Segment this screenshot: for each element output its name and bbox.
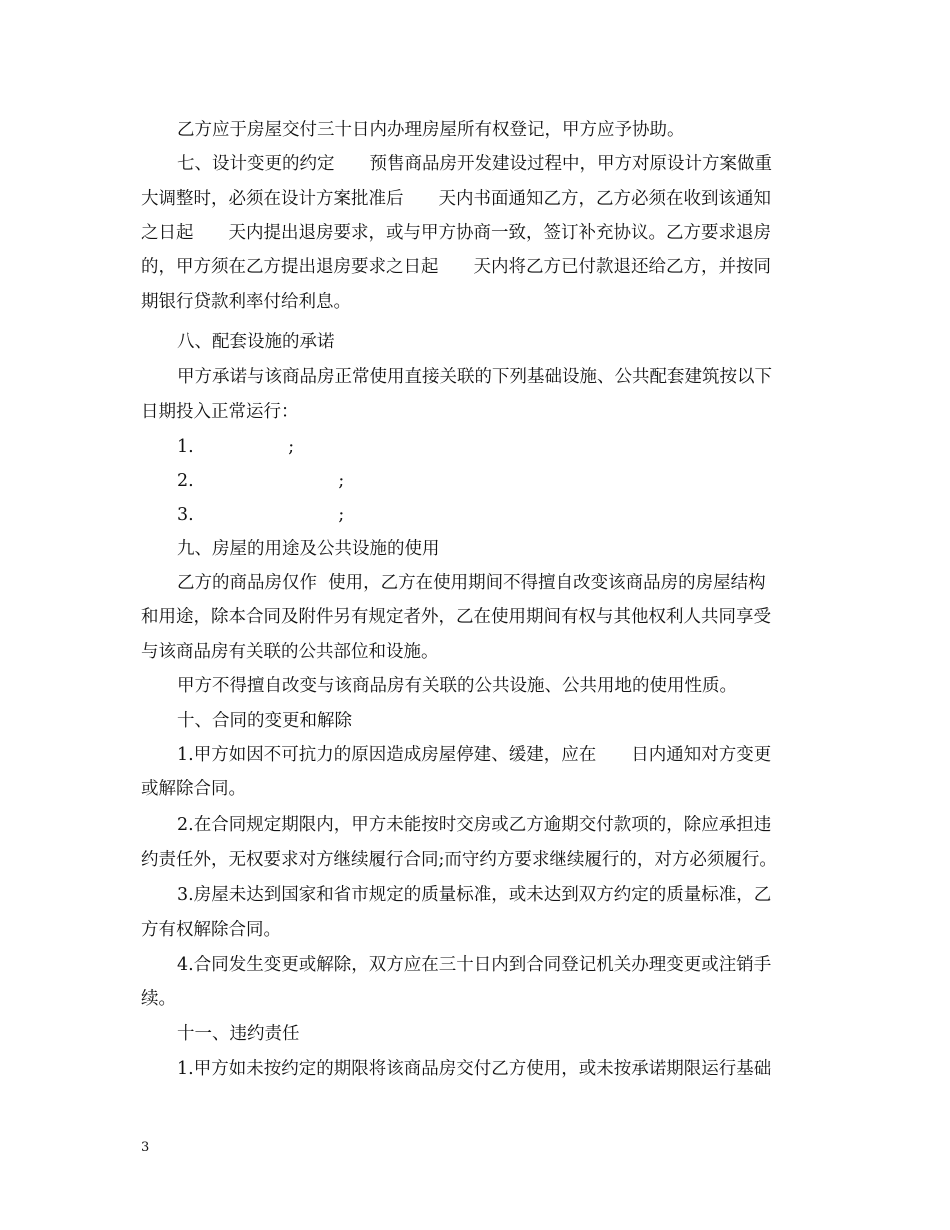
text-line: 日期投入正常运行： bbox=[141, 402, 299, 422]
list-item: 3. ; bbox=[177, 505, 345, 525]
text-line: 3.房屋未达到国家和省市规定的质量标准，或未达到双方约定的质量标准，乙 bbox=[177, 885, 772, 905]
text-line: 1.甲方如未按约定的期限将该商品房交付乙方使用，或未按承诺期限运行基础 bbox=[177, 1059, 772, 1079]
text-line: 1.甲方如因不可抗力的原因造成房屋停建、缓建，应在 日内通知对方变更 bbox=[177, 745, 772, 765]
text-line: 甲方不得擅自改变与该商品房有关联的公共设施、公共用地的使用性质。 bbox=[177, 676, 737, 696]
text-line: 期银行贷款利率付给利息。 bbox=[141, 292, 351, 312]
section-heading: 八、配套设施的承诺 bbox=[177, 332, 335, 352]
section-heading: 十一、违约责任 bbox=[177, 1024, 300, 1044]
text-line: 和用途，除本合同及附件另有规定者外，乙在使用期间有权与其他权利人共同享受 bbox=[141, 607, 771, 627]
text-line: 之日起 天内提出退房要求，或与甲方协商一致，签订补充协议。乙方要求退房 bbox=[141, 223, 771, 243]
list-item: 1. ; bbox=[177, 437, 295, 457]
text-line: 续。 bbox=[141, 989, 176, 1009]
text-line: 或解除合同。 bbox=[141, 779, 246, 799]
page-number: 3 bbox=[141, 1140, 150, 1155]
text-line: 七、设计变更的约定 预售商品房开发建设过程中，甲方对原设计方案做重 bbox=[177, 154, 772, 174]
text-line: 方有权解除合同。 bbox=[141, 920, 281, 940]
text-line: 的，甲方须在乙方提出退房要求之日起 天内将乙方已付款退还给乙方，并按同 bbox=[141, 257, 771, 277]
text-line: 乙方的商品房仅作 使用，乙方在使用期间不得擅自改变该商品房的房屋结构 bbox=[177, 573, 766, 593]
text-line: 大调整时，必须在设计方案批准后 天内书面通知乙方，乙方必须在收到该通知 bbox=[141, 189, 771, 209]
text-line: 与该商品房有关联的公共部位和设施。 bbox=[141, 642, 439, 662]
list-item: 2. ; bbox=[177, 471, 345, 491]
section-heading: 十、合同的变更和解除 bbox=[177, 711, 352, 731]
text-line: 甲方承诺与该商品房正常使用直接关联的下列基础设施、公共配套建筑按以下 bbox=[177, 367, 772, 387]
text-line: 4.合同发生变更或解除，双方应在三十日内到合同登记机关办理变更或注销手 bbox=[177, 955, 772, 975]
section-heading: 九、房屋的用途及公共设施的使用 bbox=[177, 539, 440, 559]
text-line: 约责任外，无权要求对方继续履行合同;而守约方要求继续履行的，对方必须履行。 bbox=[141, 850, 777, 870]
text-line: 乙方应于房屋交付三十日内办理房屋所有权登记，甲方应予协助。 bbox=[177, 120, 685, 140]
text-line: 2.在合同规定期限内，甲方未能按时交房或乙方逾期交付款项的，除应承担违 bbox=[177, 815, 772, 835]
